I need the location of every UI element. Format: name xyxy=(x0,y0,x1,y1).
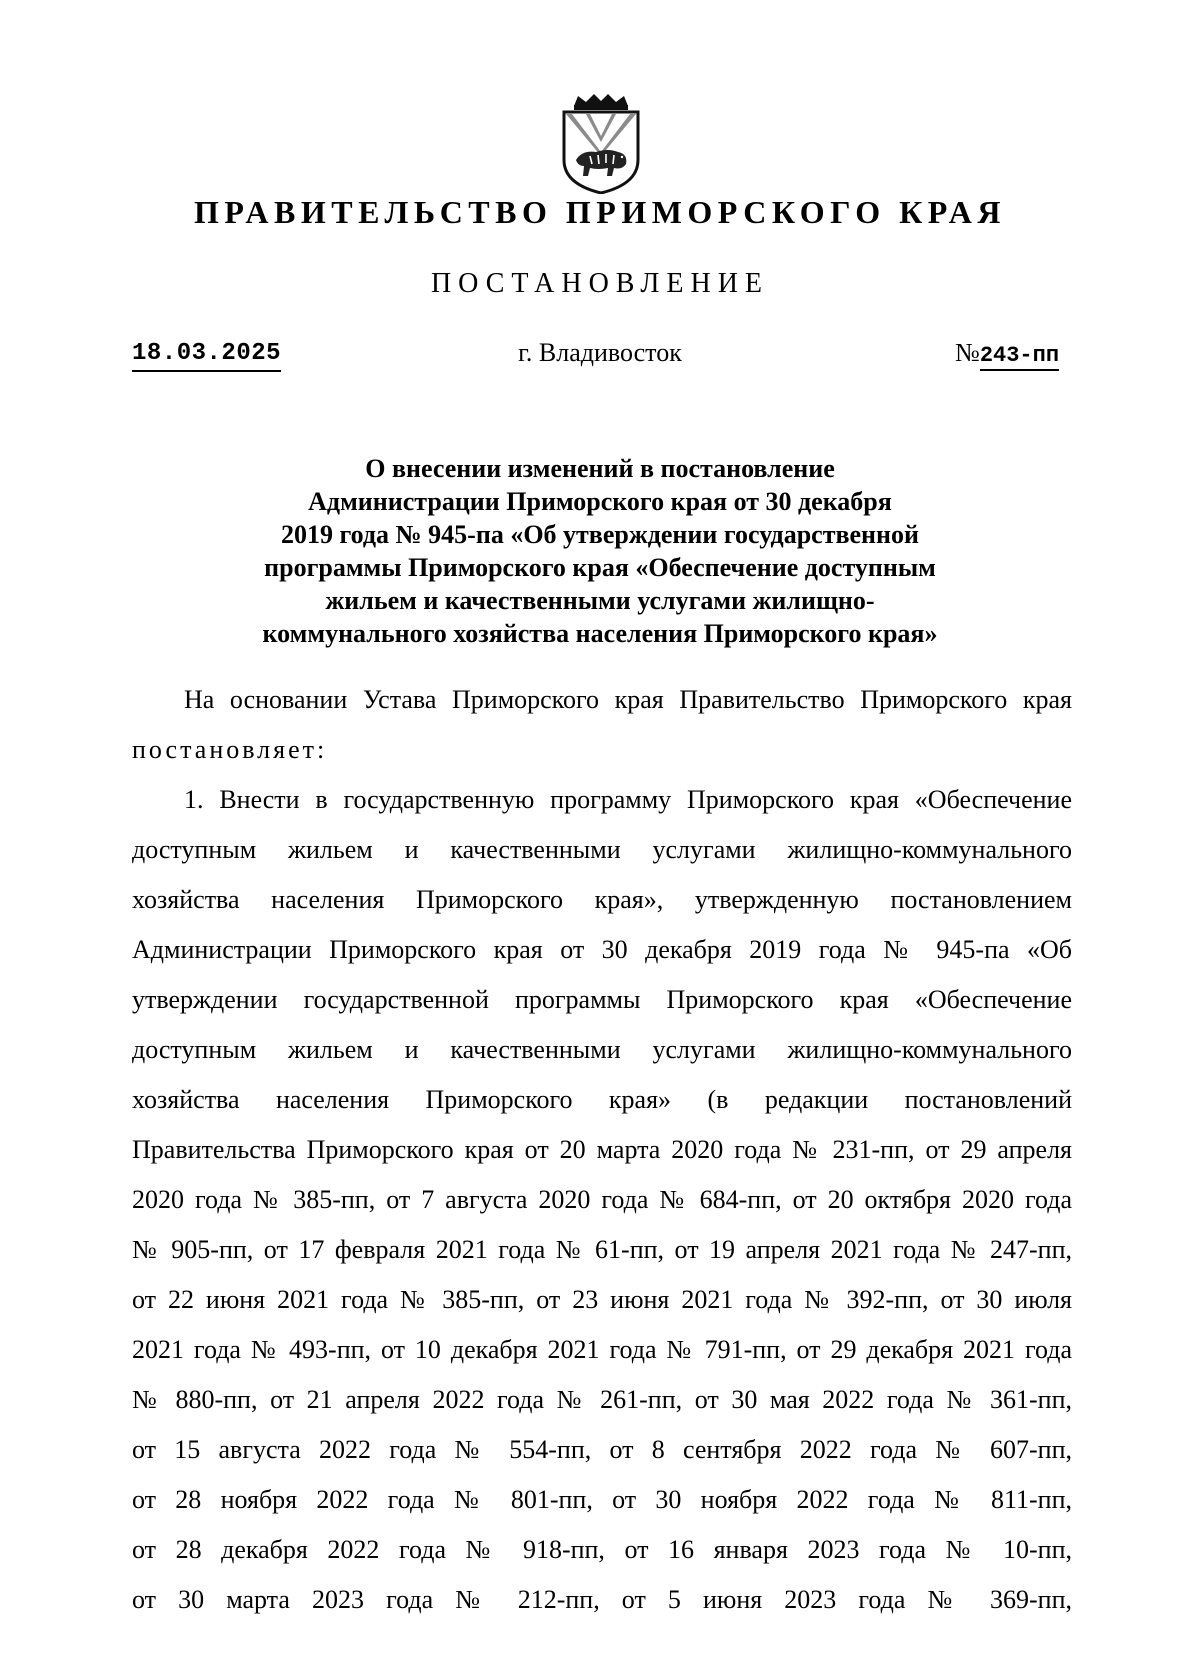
item-1 xyxy=(132,775,1072,1625)
item-line: Администрации Приморского края от 30 декабря 2019 года № 945-па «Об xyxy=(132,935,1072,964)
preamble-line: постановляет: xyxy=(132,735,328,764)
number-sign: № xyxy=(955,338,980,367)
item-line: доступным жильем и качественными услугами жилищно-коммунального xyxy=(132,1035,1072,1064)
item-line: от 15 августа 2022 года № 554-пп, от 8 сентября 2022 года № 607-пп, xyxy=(132,1435,1072,1464)
title-line: жильем и качественными услугами жилищно- xyxy=(325,586,875,615)
item-line: доступным жильем и качественными услугами жилищно-коммунального xyxy=(132,835,1072,864)
title-line: Администрации Приморского края от 30 декабря xyxy=(308,487,892,516)
coat-of-arms-tiger-icon xyxy=(552,94,650,194)
document-city: г. Владивосток xyxy=(518,338,682,367)
item-line: хозяйства населения Приморского края», утвержденную постановлением xyxy=(132,885,1072,914)
item-line: от 30 марта 2023 года № 212-пп, от 5 июня 2023 года № 369-пп, xyxy=(132,1585,1072,1614)
item-line: 2020 года № 385-пп, от 7 августа 2020 года № 684-пп, от 20 октября 2020 года xyxy=(132,1185,1072,1214)
item-line: от 28 ноября 2022 года № 801-пп, от 30 ноября 2022 года № 811-пп, xyxy=(132,1485,1072,1514)
item-line: Правительства Приморского края от 20 марта 2020 года № 231-пп, от 29 апреля xyxy=(132,1135,1072,1164)
item-line: № 905-пп, от 17 февраля 2021 года № 61-пп, от 19 апреля 2021 года № 247-пп, xyxy=(132,1235,1072,1264)
title-line: 2019 года № 945-па «Об утверждении государственной xyxy=(280,520,919,549)
item-line: 1. Внести в государственную программу Приморского края «Обеспечение xyxy=(184,785,1072,814)
item-line: от 28 декабря 2022 года № 918-пп, от 16 января 2023 года № 10-пп, xyxy=(132,1535,1072,1564)
government-name: ПРАВИТЕЛЬСТВО ПРИМОРСКОГО КРАЯ xyxy=(194,194,1006,230)
item-line: от 22 июня 2021 года № 385-пп, от 23 июня 2021 года № 392-пп, от 30 июля xyxy=(132,1285,1072,1314)
title-line: программы Приморского края «Обеспечение доступным xyxy=(264,553,936,582)
title-line: коммунального хозяйства населения Приморского края» xyxy=(262,619,938,648)
item-line: утверждении государственной программы Приморского края «Обеспечение xyxy=(132,985,1072,1014)
title-line: О внесении изменений в постановление xyxy=(365,454,835,483)
document-date: 18.03.2025 xyxy=(132,339,281,372)
preamble xyxy=(132,675,1072,775)
number-value: 243-пп xyxy=(980,343,1059,371)
item-line: № 880-пп, от 21 апреля 2022 года № 261-пп, от 30 мая 2022 года № 361-пп, xyxy=(132,1385,1072,1414)
document-type: ПОСТАНОВЛЕНИЕ xyxy=(430,268,770,299)
item-line: 2021 года № 493-пп, от 10 декабря 2021 года № 791-пп, от 29 декабря 2021 года xyxy=(132,1335,1072,1364)
document-number xyxy=(955,338,1059,368)
item-line: хозяйства населения Приморского края» (в редакции постановлений xyxy=(132,1085,1072,1114)
document-title xyxy=(180,452,1020,650)
preamble-line: На основании Устава Приморского края Правительство Приморского края xyxy=(184,685,1072,714)
